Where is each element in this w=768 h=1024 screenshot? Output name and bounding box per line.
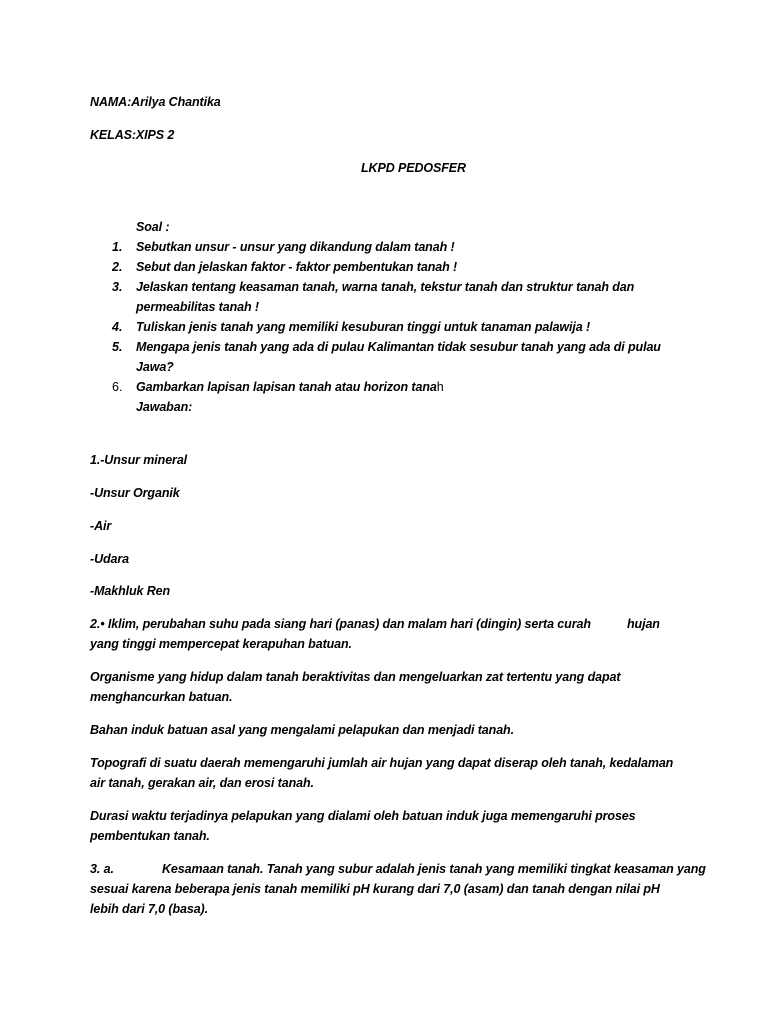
question-text: Sebutkan unsur - unsur yang dikandung dalam tanah ! (136, 240, 455, 254)
question-text: Sebut dan jelaskan faktor - faktor pembentukan tanah ! (136, 260, 458, 274)
answer-1-line: -Makhluk Ren (90, 584, 171, 598)
answer-2-line: menghancurkan batuan. (90, 690, 233, 704)
answer-2-line: Organisme yang hidup dalam tanah beraktivitas dan mengeluarkan zat tertentu yang dapat (90, 670, 621, 684)
jawaban-label: Jawaban: (136, 400, 193, 414)
student-name: NAMA:Arilya Chantika (90, 95, 221, 109)
answer-2-line: Topografi di suatu daerah memengaruhi jumlah air hujan yang dapat diserap oleh tanah, kedalaman (90, 756, 674, 770)
question-text-tail: h (436, 380, 444, 394)
question-text: Jelaskan tentang keasaman tanah, warna tanah, tekstur tanah dan struktur tanah dan (136, 280, 635, 294)
question-number: 6. (112, 380, 123, 394)
question-text (136, 377, 444, 397)
question-text-main: Gambarkan lapisan lapisan tanah atau horizon tana (136, 380, 437, 394)
answer-2-line: yang tinggi mempercepat kerapuhan batuan. (90, 637, 352, 651)
soal-heading: Soal : (136, 220, 170, 234)
answer-2-line: pembentukan tanah. (90, 829, 210, 843)
answer-1-line: -Air (90, 519, 112, 533)
answer-3-line: Kesamaan tanah. Tanah yang subur adalah jenis tanah yang memiliki tingkat keasaman yang (162, 862, 706, 876)
answer-1-line: -Unsur Organik (90, 486, 180, 500)
answer-3-line: lebih dari 7,0 (basa). (90, 902, 208, 916)
question-text: Tuliskan jenis tanah yang memiliki kesuburan tinggi untuk tanaman palawija ! (136, 320, 591, 334)
answer-2-line: Durasi waktu terjadinya pelapukan yang dialami oleh batuan induk juga memengaruhi proses (90, 809, 636, 823)
question-number: 4. (112, 320, 123, 334)
question-number: 5. (112, 340, 123, 354)
answer-2-line: air tanah, gerakan air, dan erosi tanah. (90, 776, 314, 790)
answer-2-line-end: hujan (627, 617, 660, 631)
question-number: 3. (112, 280, 123, 294)
answer-3-prefix: 3. a. (90, 862, 114, 876)
student-class: KELAS:XIPS 2 (90, 128, 175, 142)
question-text: Mengapa jenis tanah yang ada di pulau Kalimantan tidak sesubur tanah yang ada di pulau (136, 340, 661, 354)
document-title: LKPD PEDOSFER (361, 161, 466, 175)
answer-3-line: sesuai karena beberapa jenis tanah memiliki pH kurang dari 7,0 (asam) dan tanah dengan nilai pH (90, 882, 660, 896)
question-text-continued: Jawa? (136, 360, 174, 374)
question-text-continued: permeabilitas tanah ! (136, 300, 259, 314)
question-number: 1. (112, 240, 123, 254)
answer-2-line: 2.• Iklim, perubahan suhu pada siang hari (panas) dan malam hari (dingin) serta curah (90, 617, 591, 631)
answer-1-line: -Udara (90, 552, 129, 566)
answer-1-line: 1.-Unsur mineral (90, 453, 188, 467)
answer-2-line: Bahan induk batuan asal yang mengalami pelapukan dan menjadi tanah. (90, 723, 514, 737)
question-number: 2. (112, 260, 123, 274)
